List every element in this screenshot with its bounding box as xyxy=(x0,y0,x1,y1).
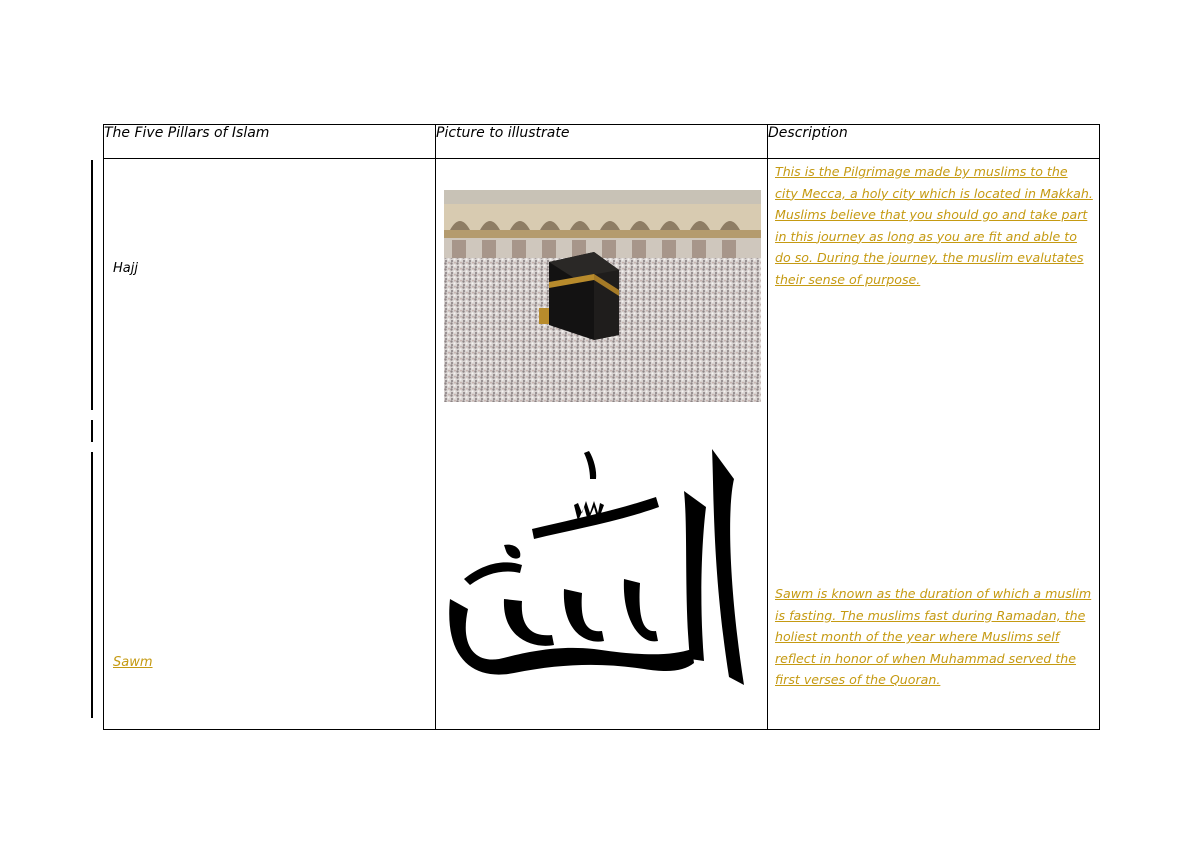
column-header-description: Description xyxy=(768,125,1100,159)
pillars-table xyxy=(103,124,1100,730)
description-sawm: Sawm is known as the duration of which a muslim is fasting. The muslims fast during Ramadan, the holiest month of the year where Muslims self reflect in honor of when Muhammad served the first verses of the Quoran. xyxy=(775,586,1092,687)
table-row xyxy=(104,159,1100,730)
description-cell xyxy=(768,159,1100,730)
revision-bar xyxy=(91,420,93,442)
pillar-name-hajj: Hajj xyxy=(113,261,138,276)
column-header-picture: Picture to illustrate xyxy=(436,125,768,159)
table-header-row xyxy=(104,125,1100,159)
pillar-name-cell xyxy=(104,159,436,730)
pillar-name-sawm: Sawm xyxy=(113,655,153,670)
description-hajj: This is the Pilgrimage made by muslims to the city Mecca, a holy city which is located in Makkah. Muslims believe that you should go and take part in this journey as long as you are fit and able to do so. During the journey, the muslim evalutates their sense of purpose. xyxy=(775,164,1093,287)
kaaba-photo xyxy=(444,190,761,402)
column-header-pillars: The Five Pillars of Islam xyxy=(104,125,436,159)
revision-bar xyxy=(91,160,93,410)
picture-cell xyxy=(436,159,768,730)
revision-bar xyxy=(91,452,93,718)
allah-calligraphy xyxy=(444,449,759,689)
